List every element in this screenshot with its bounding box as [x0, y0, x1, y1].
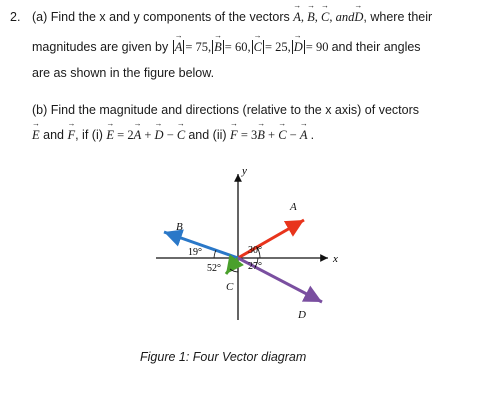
angle-c-label: 52°: [207, 263, 221, 274]
vector-diagram: [150, 160, 350, 330]
vector-a-label: A: [290, 201, 297, 213]
equation-e: → E = 2→ A + → D − → C: [106, 128, 188, 142]
equation-f: → F = 3→ B + → C − → A: [230, 128, 311, 142]
vector-b-label: B: [176, 221, 183, 233]
part-b-line-1: (b) Find the magnitude and directions (relative to the x axis) of vectors: [32, 103, 419, 117]
x-axis-label: x: [333, 253, 338, 265]
part-b-line-2: → E and → F, if (i) → E = 2→ A + → D − → C and (ii) → F = 3→ B + → C − → A .: [32, 128, 314, 143]
question-number: 2.: [10, 10, 21, 24]
angle-a-label: 30°: [248, 245, 262, 256]
figure-caption: Figure 1: Four Vector diagram: [140, 350, 307, 364]
vector-d-label: D: [298, 309, 306, 321]
vector-list: → A, → B, → C, and→ D: [293, 10, 363, 24]
part-a-line-3: are as shown in the figure below.: [32, 66, 215, 80]
vector-c-label: C: [226, 281, 234, 293]
angle-b-label: 19°: [188, 247, 202, 258]
angle-arc-c: [230, 269, 238, 272]
y-axis-label: y: [242, 165, 247, 177]
magnitude-equations: → A = 75,→ B = 60,→ C = 25,→ D = 90: [172, 40, 332, 54]
part-a-line-2: magnitudes are given by → A = 75,→ B = 60,→ C = 25,→ D = 90 and their angles: [32, 40, 421, 55]
part-a-line-1: (a) Find the x and y components of the vectors → A, → B, → C, and→ D, where their: [32, 10, 432, 25]
angle-d-label: 27°: [248, 261, 262, 272]
